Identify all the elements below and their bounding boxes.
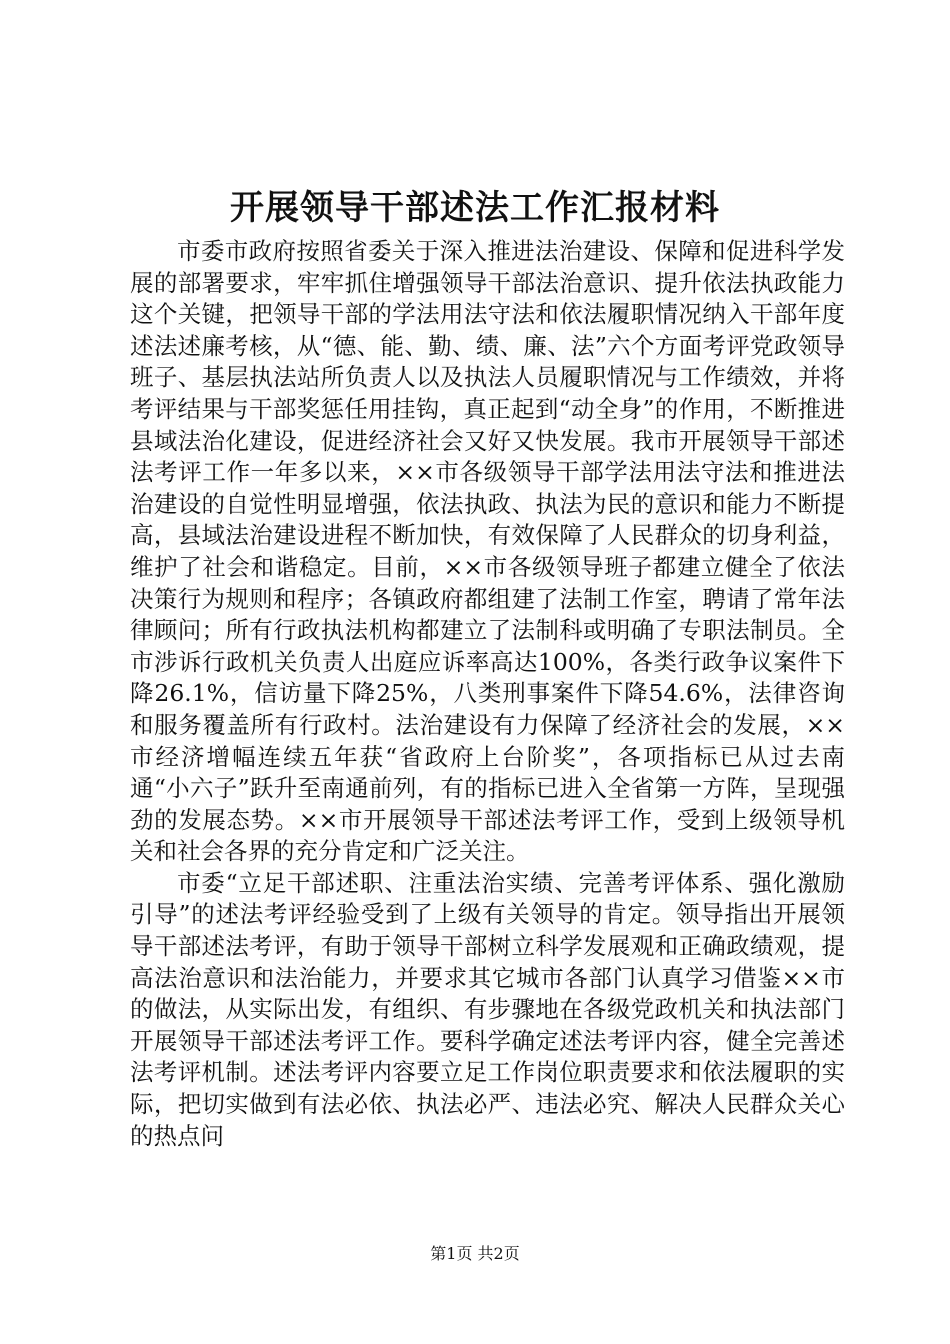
body-paragraph-1: 市委市政府按照省委关于深入推进法治建设、保障和促进科学发展的部署要求，牢牢抓住增强领导干部法治意识、提升依法执政能力这个关键，把领导干部的学法用法守法和依法履职情况纳入干部年度述法述廉考核，从“德、能、勤、绩、廉、法”六个方面考评党政领导班子、基层执法站所负责人以及执法人员履职情况与工作绩效，并将考评结果与干部奖惩任用挂钩，真正起到“动全身”的作用，不断推进县域法治化建设，促进经济社会又好又快发展。我市开展领导干部述法考评工作一年多以来，××市各级领导干部学法用法守法和推进法治建设的自觉性明显增强，依法执政、执法为民的意识和能力不断提高，县域法治建设进程不断加快，有效保障了人民群众的切身利益，维护了社会和谐稳定。目前，××市各级领导班子都建立健全了依法决策行为规则和程序；各镇政府都组建了法制工作室，聘请了常年法律顾问；所有行政执法机构都建立了法制科或明确了专职法制员。全市涉诉行政机关负责人出庭应诉率高达100%，各类行政争议案件下降26.1%，信访量下降25%，八类刑事案件下降54.6%，法律咨询和服务覆盖所有行政村。法治建设有力保障了经济社会的发展，××市经济增幅连续五年获“省政府上台阶奖”，各项指标已从过去南通“小六子”跃升至南通前列，有的指标已进入全省第一方阵，呈现强劲的发展态势。××市开展领导干部述法考评工作，受到上级领导机关和社会各界的充分肯定和广泛关注。	[130, 237, 845, 866]
body-paragraph-2: 市委“立足干部述职、注重法治实绩、完善考评体系、强化激励引导”的述法考评经验受到了上级有关领导的肯定。领导指出开展领导干部述法考评，有助于领导干部树立科学发展观和正确政绩观，提高法治意识和法治能力，并要求其它城市各部门认真学习借鉴××市的做法，从实际出发，有组织、有步骤地在各级党政机关和执法部门开展领导干部述法考评工作。要科学确定述法考评内容，健全完善述法考评机制。述法考评内容要立足工作岗位职责要求和依法履职的实际，把切实做到有法必依、执法必严、违法必究、解决人民群众关心的热点问	[130, 868, 845, 1150]
page-number-footer: 第1页 共2页	[430, 1244, 520, 1263]
document-body	[130, 236, 845, 1152]
document-title: 开展领导干部述法工作汇报材料	[230, 188, 720, 228]
